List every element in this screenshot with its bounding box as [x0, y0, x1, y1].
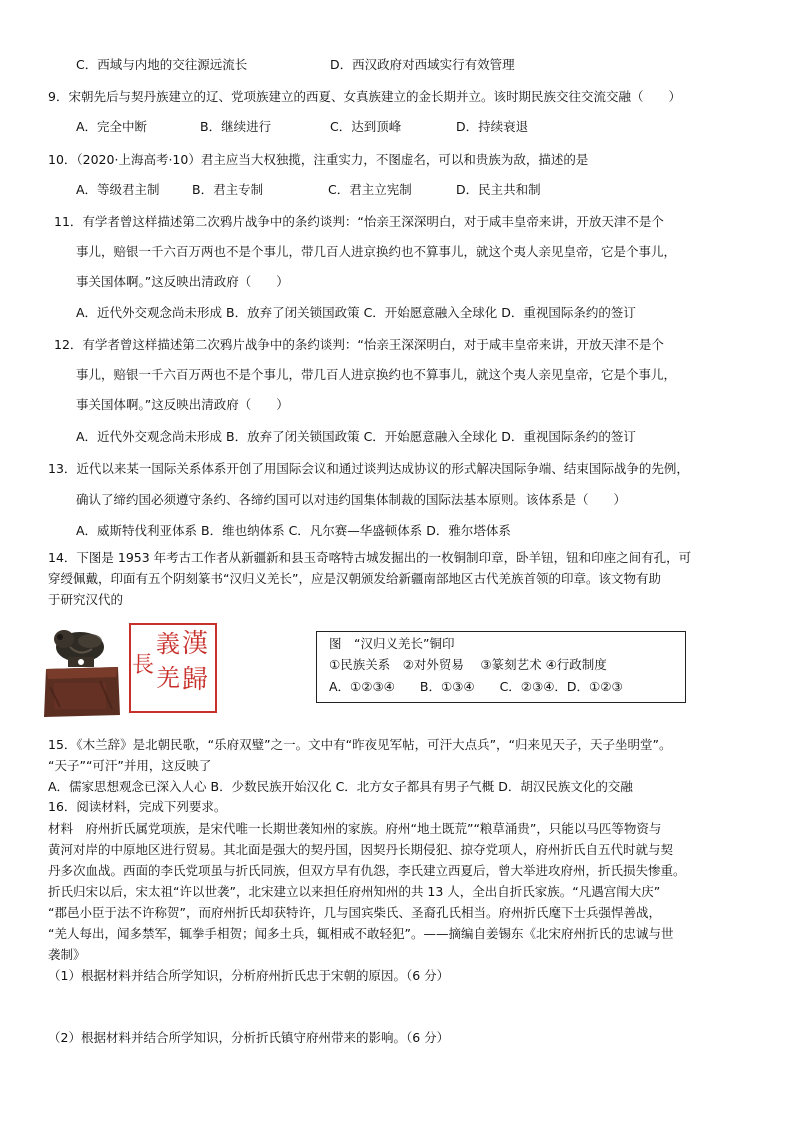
q9-option-c: C．达到顶峰	[330, 119, 402, 134]
q16-material-line-6: “羌人每出，闻多禁军，辄拳手相贺；闻多土兵，辄相戒不敢轻犯”。——摘编自姜锡东《北宋府州折氏的忠诚与世	[48, 926, 674, 941]
q14-line-2: 穿绶佩戴，印面有五个阴刻篆书“汉归义羌长”，应是汉朝颁发给新疆南部地区古代羌族首领的印章。该文物有助	[48, 571, 661, 586]
bronze-seal-photo	[40, 617, 124, 719]
q14-items: ①民族关系 ②对外贸易 ③篆刻艺术 ④行政制度	[329, 657, 607, 672]
seal-imprint-image	[128, 622, 218, 714]
q16-sub-question-2: （2）根据材料并结合所学知识，分析折氏镇守府州带来的影响。（6 分）	[48, 1030, 450, 1045]
q11-line-1: 11．有学者曾这样描述第二次鸦片战争中的条约谈判：“怡亲王深深明白，对于咸丰皇帝来讲，开放天津不是个	[54, 214, 664, 229]
q13-options: A．威斯特伐利亚体系 B．维也纳体系 C．凡尔赛—华盛顿体系 D．雅尔塔体系	[76, 523, 511, 538]
q13-line-1: 13．近代以来某一国际关系体系开创了用国际会议和通过谈判达成协议的形式解决国际争端、结束国际战争的先例，	[48, 461, 689, 476]
q16-material-line-1: 材料 府州折氏属党项族，是宋代唯一长期世袭知州的家族。府州“地土既荒”“粮草涌贵”，只能以马匹等物资与	[48, 821, 662, 836]
q11-options: A．近代外交观念尚未形成 B．放弃了闭关锁国政策 C．开始愿意融入全球化 D．重视国际条约的签订	[76, 305, 636, 320]
q11-line-2: 事儿，赔银一千六百万两也不是个事儿，带几百人进京换约也不算事儿，就这个夷人亲见皇帝，它是个事儿，	[76, 244, 677, 259]
q15-line-2: “天子”“可汗”并用，这反映了	[48, 758, 212, 773]
seal-char-3: 義	[156, 630, 180, 658]
q9-option-d: D．持续衰退	[456, 119, 529, 134]
seal-char-2: 歸	[181, 665, 209, 695]
q8-option-c: C．西域与内地的交往源远流长	[76, 57, 248, 72]
q12-line-2: 事儿，赔银一千六百万两也不是个事儿，带几百人进京换约也不算事儿，就这个夷人亲见皇帝，它是个事儿，	[76, 367, 677, 382]
q16-stem: 16．阅读材料，完成下列要求。	[48, 799, 227, 814]
q14-caption-box	[316, 631, 686, 703]
q16-material-line-5: “郡邑小臣于法不许称贺”，而府州折氏却获特许，几与国宾柴氏、圣裔孔氏相当。府州折氏麾下士兵强悍善战，	[48, 905, 661, 920]
q16-sub-question-1: （1）根据材料并结合所学知识，分析府州折氏忠于宋朝的原因。（6 分）	[48, 968, 450, 983]
q10-option-b: B．君主专制	[192, 182, 264, 197]
q15-line-1: 15．《木兰辞》是北朝民歌，“乐府双璧”之一。文中有“昨夜见军帖，可汗大点兵”，“归来见天子，天子坐明堂”。	[48, 737, 672, 752]
seal-char-1: 漢	[181, 629, 209, 659]
q16-material-line-4: 折氏归宋以后，宋太祖“许以世袭”，北宋建立以来担任府州知州的共 13 人，全出自折氏家族。“凡遇宫闱大庆”	[48, 884, 661, 899]
q14-line-1: 14．下图是 1953 年考古工作者从新疆新和县玉奇喀特古城发掘出的一枚铜制印章，卧羊钮，钮和印座之间有孔，可	[48, 550, 692, 565]
q16-material-line-7: 袭制》	[48, 947, 86, 962]
q15-options: A．儒家思想观念已深入人心 B．少数民族开始汉化 C．北方女子都具有男子气概 D．胡汉民族文化的交融	[48, 779, 633, 794]
q11-line-3: 事关国体啊。”这反映出清政府（ ）	[76, 274, 289, 289]
seal-char-4: 羌	[156, 664, 180, 692]
q10-stem: 10．（2020·上海高考·10）君主应当大权独揽，注重实力，不图虚名，可以和贵族为敌，描述的是	[48, 152, 589, 167]
q14-line-3: 于研究汉代的	[48, 592, 124, 607]
q9-stem: 9．宋朝先后与契丹族建立的辽、党项族建立的西夏、女真族建立的金长期并立。该时期民族交往交流交融（ ）	[48, 89, 681, 104]
seal-char-5: 長	[131, 653, 155, 678]
q12-options: A．近代外交观念尚未形成 B．放弃了闭关锁国政策 C．开始愿意融入全球化 D．重视国际条约的签订	[76, 429, 636, 444]
q14-options: A．①②③④ B．①③④ C．②③④．D．①②③	[329, 679, 623, 694]
q8-option-d: D．西汉政府对西域实行有效管理	[330, 57, 515, 72]
q14-caption: 图 “汉归义羌长”铜印	[329, 636, 455, 651]
q12-line-1: 12．有学者曾这样描述第二次鸦片战争中的条约谈判：“怡亲王深深明白，对于咸丰皇帝来讲，开放天津不是个	[54, 337, 664, 352]
q10-option-d: D．民主共和制	[456, 182, 541, 197]
q9-option-b: B．继续进行	[200, 119, 272, 134]
q10-option-a: A．等级君主制	[76, 182, 160, 197]
q16-material-line-2: 黄河对岸的中原地区进行贸易。其北面是强大的契丹国，因契丹长期侵犯、掠夺党项人，府州折氏自五代时就与契	[48, 842, 674, 857]
q12-line-3: 事关国体啊。”这反映出清政府（ ）	[76, 397, 289, 412]
q9-option-a: A．完全中断	[76, 119, 148, 134]
q13-line-2: 确认了缔约国必须遵守条约、各缔约国可以对违约国集体制裁的国际法基本原则。该体系是（ ）	[76, 492, 627, 507]
q10-option-c: C．君主立宪制	[328, 182, 412, 197]
q16-material-line-3: 丹多次血战。西面的李氏党项虽与折氏同族，但双方早有仇怨，李氏建立西夏后，曾大举进攻府州，折氏损失惨重。	[48, 863, 686, 878]
